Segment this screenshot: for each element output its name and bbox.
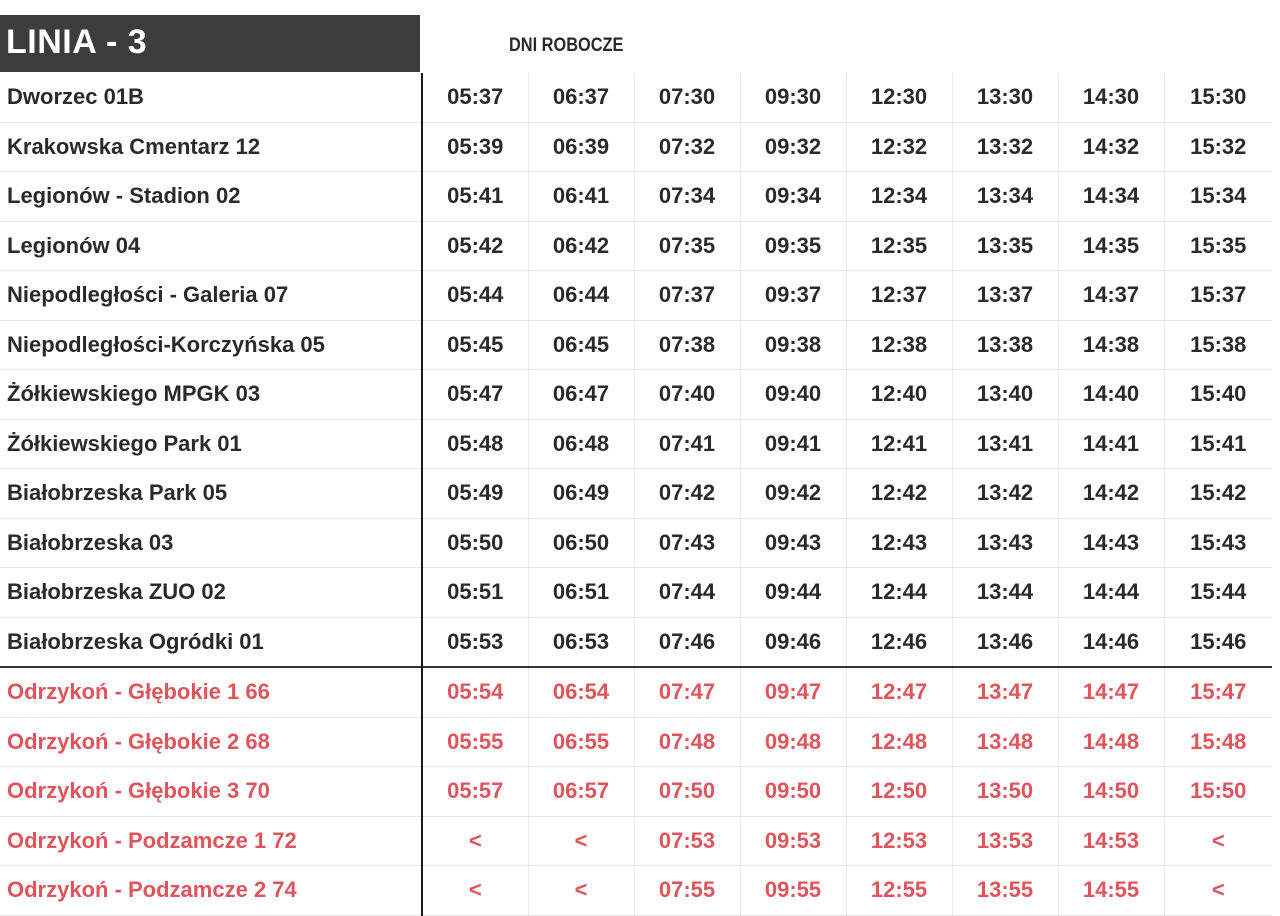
- departure-time: <: [422, 866, 528, 916]
- departure-time: 14:40: [1058, 370, 1164, 420]
- departure-time: 06:53: [528, 617, 634, 667]
- departure-time: 12:30: [846, 73, 952, 122]
- departure-time: 09:53: [740, 816, 846, 866]
- stop-name: Odrzykoń - Podzamcze 2 74: [0, 866, 422, 916]
- timetable-row: [0, 221, 1272, 271]
- departure-time: 15:38: [1164, 320, 1272, 370]
- timetable-body: [0, 73, 1272, 915]
- departure-time: 15:44: [1164, 568, 1272, 618]
- departure-time: 05:57: [422, 767, 528, 817]
- departure-time: 12:42: [846, 469, 952, 519]
- departure-time: 06:50: [528, 518, 634, 568]
- departure-time: 09:38: [740, 320, 846, 370]
- stop-name: Żółkiewskiego Park 01: [0, 419, 422, 469]
- departure-time: 15:47: [1164, 667, 1272, 717]
- departure-time: 07:32: [634, 122, 740, 172]
- departure-time: 07:34: [634, 172, 740, 222]
- departure-time: 05:39: [422, 122, 528, 172]
- departure-time: 09:55: [740, 866, 846, 916]
- timetable-row: [0, 370, 1272, 420]
- departure-time: 14:38: [1058, 320, 1164, 370]
- departure-time: 12:35: [846, 221, 952, 271]
- departure-time: 13:32: [952, 122, 1058, 172]
- line-title-box: [0, 15, 420, 72]
- departure-time: 09:50: [740, 767, 846, 817]
- departure-time: 05:48: [422, 419, 528, 469]
- stop-name: Krakowska Cmentarz 12: [0, 122, 422, 172]
- timetable: [0, 73, 1272, 916]
- stop-name: Dworzec 01B: [0, 73, 422, 122]
- departure-time: 14:50: [1058, 767, 1164, 817]
- departure-time: <: [1164, 816, 1272, 866]
- departure-time: 12:40: [846, 370, 952, 420]
- departure-time: 13:40: [952, 370, 1058, 420]
- departure-time: 15:30: [1164, 73, 1272, 122]
- departure-time: 12:46: [846, 617, 952, 667]
- departure-time: 09:44: [740, 568, 846, 618]
- departure-time: 14:41: [1058, 419, 1164, 469]
- departure-time: 12:34: [846, 172, 952, 222]
- departure-time: 05:54: [422, 667, 528, 717]
- departure-time: 07:37: [634, 271, 740, 321]
- departure-time: 09:47: [740, 667, 846, 717]
- departure-time: 07:46: [634, 617, 740, 667]
- departure-time: 07:35: [634, 221, 740, 271]
- timetable-row: [0, 866, 1272, 916]
- timetable-row: [0, 767, 1272, 817]
- departure-time: 13:37: [952, 271, 1058, 321]
- departure-time: <: [422, 816, 528, 866]
- departure-time: 09:32: [740, 122, 846, 172]
- departure-time: 05:41: [422, 172, 528, 222]
- departure-time: 05:55: [422, 717, 528, 767]
- departure-time: 15:37: [1164, 271, 1272, 321]
- departure-time: 15:40: [1164, 370, 1272, 420]
- departure-time: 05:45: [422, 320, 528, 370]
- departure-time: 12:41: [846, 419, 952, 469]
- departure-time: 07:42: [634, 469, 740, 519]
- departure-time: 14:42: [1058, 469, 1164, 519]
- departure-time: 14:37: [1058, 271, 1164, 321]
- departure-time: 07:41: [634, 419, 740, 469]
- stop-name: Odrzykoń - Głębokie 2 68: [0, 717, 422, 767]
- departure-time: 09:48: [740, 717, 846, 767]
- departure-time: 06:55: [528, 717, 634, 767]
- stop-name: Żółkiewskiego MPGK 03: [0, 370, 422, 420]
- departure-time: 13:47: [952, 667, 1058, 717]
- departure-time: 15:48: [1164, 717, 1272, 767]
- departure-time: 12:50: [846, 767, 952, 817]
- stop-name: Odrzykoń - Podzamcze 1 72: [0, 816, 422, 866]
- departure-time: 15:46: [1164, 617, 1272, 667]
- departure-time: 14:35: [1058, 221, 1164, 271]
- stop-name: Białobrzeska Ogródki 01: [0, 617, 422, 667]
- departure-time: 13:53: [952, 816, 1058, 866]
- departure-time: 14:43: [1058, 518, 1164, 568]
- departure-time: 12:37: [846, 271, 952, 321]
- departure-time: 09:41: [740, 419, 846, 469]
- departure-time: 09:30: [740, 73, 846, 122]
- stop-name: Białobrzeska Park 05: [0, 469, 422, 519]
- departure-time: 09:42: [740, 469, 846, 519]
- line-title: LINIA - 3: [6, 23, 148, 61]
- stop-name: Odrzykoń - Głębokie 3 70: [0, 767, 422, 817]
- departure-time: 12:55: [846, 866, 952, 916]
- stop-name: Niepodległości-Korczyńska 05: [0, 320, 422, 370]
- timetable-row: [0, 717, 1272, 767]
- stop-name: Białobrzeska 03: [0, 518, 422, 568]
- timetable-row: [0, 469, 1272, 519]
- departure-time: 13:38: [952, 320, 1058, 370]
- departure-time: 13:30: [952, 73, 1058, 122]
- departure-time: 13:43: [952, 518, 1058, 568]
- stop-name: Białobrzeska ZUO 02: [0, 568, 422, 618]
- departure-time: 12:43: [846, 518, 952, 568]
- timetable-row: [0, 518, 1272, 568]
- departure-time: 06:48: [528, 419, 634, 469]
- departure-time: 06:41: [528, 172, 634, 222]
- departure-time: 06:49: [528, 469, 634, 519]
- departure-time: 09:40: [740, 370, 846, 420]
- timetable-row: [0, 172, 1272, 222]
- departure-time: 06:42: [528, 221, 634, 271]
- departure-time: 07:43: [634, 518, 740, 568]
- timetable-row: [0, 667, 1272, 717]
- departure-time: 13:42: [952, 469, 1058, 519]
- departure-time: 06:54: [528, 667, 634, 717]
- departure-time: 05:47: [422, 370, 528, 420]
- departure-time: 14:47: [1058, 667, 1164, 717]
- departure-time: 15:34: [1164, 172, 1272, 222]
- departure-time: 15:41: [1164, 419, 1272, 469]
- departure-time: 09:35: [740, 221, 846, 271]
- departure-time: 07:38: [634, 320, 740, 370]
- timetable-row: [0, 568, 1272, 618]
- departure-time: 05:51: [422, 568, 528, 618]
- departure-time: 12:48: [846, 717, 952, 767]
- stop-name: Legionów - Stadion 02: [0, 172, 422, 222]
- timetable-row: [0, 320, 1272, 370]
- departure-time: 07:50: [634, 767, 740, 817]
- departure-time: 09:46: [740, 617, 846, 667]
- departure-time: 15:32: [1164, 122, 1272, 172]
- departure-time: 07:48: [634, 717, 740, 767]
- departure-time: 06:51: [528, 568, 634, 618]
- timetable-row: [0, 271, 1272, 321]
- departure-time: 13:41: [952, 419, 1058, 469]
- stop-name: Legionów 04: [0, 221, 422, 271]
- departure-time: 06:39: [528, 122, 634, 172]
- departure-time: 13:55: [952, 866, 1058, 916]
- departure-time: 05:53: [422, 617, 528, 667]
- departure-time: 05:49: [422, 469, 528, 519]
- departure-time: 12:32: [846, 122, 952, 172]
- departure-time: 14:30: [1058, 73, 1164, 122]
- stop-name: Niepodległości - Galeria 07: [0, 271, 422, 321]
- timetable-row: [0, 73, 1272, 122]
- departure-time: 05:37: [422, 73, 528, 122]
- departure-time: 07:53: [634, 816, 740, 866]
- departure-time: 15:50: [1164, 767, 1272, 817]
- departure-time: 06:45: [528, 320, 634, 370]
- departure-time: 05:44: [422, 271, 528, 321]
- day-type-label: DNI ROBOCZE: [509, 35, 624, 56]
- departure-time: <: [528, 816, 634, 866]
- departure-time: 09:37: [740, 271, 846, 321]
- departure-time: 13:34: [952, 172, 1058, 222]
- departure-time: 05:50: [422, 518, 528, 568]
- timetable-row: [0, 419, 1272, 469]
- departure-time: 12:44: [846, 568, 952, 618]
- departure-time: 14:44: [1058, 568, 1164, 618]
- departure-time: 13:48: [952, 717, 1058, 767]
- departure-time: 14:53: [1058, 816, 1164, 866]
- stop-name: Odrzykoń - Głębokie 1 66: [0, 667, 422, 717]
- departure-time: 09:43: [740, 518, 846, 568]
- departure-time: 13:50: [952, 767, 1058, 817]
- departure-time: 15:43: [1164, 518, 1272, 568]
- departure-time: 09:34: [740, 172, 846, 222]
- departure-time: 13:35: [952, 221, 1058, 271]
- departure-time: 14:55: [1058, 866, 1164, 916]
- departure-time: 12:53: [846, 816, 952, 866]
- departure-time: 12:47: [846, 667, 952, 717]
- departure-time: 14:48: [1058, 717, 1164, 767]
- timetable-row: [0, 816, 1272, 866]
- departure-time: 07:55: [634, 866, 740, 916]
- departure-time: 15:35: [1164, 221, 1272, 271]
- departure-time: 13:44: [952, 568, 1058, 618]
- departure-time: 07:40: [634, 370, 740, 420]
- departure-time: 06:44: [528, 271, 634, 321]
- departure-time: 06:37: [528, 73, 634, 122]
- departure-time: <: [1164, 866, 1272, 916]
- departure-time: 07:44: [634, 568, 740, 618]
- departure-time: 14:46: [1058, 617, 1164, 667]
- departure-time: 07:47: [634, 667, 740, 717]
- departure-time: 13:46: [952, 617, 1058, 667]
- timetable-row: [0, 122, 1272, 172]
- departure-time: <: [528, 866, 634, 916]
- departure-time: 12:38: [846, 320, 952, 370]
- departure-time: 14:32: [1058, 122, 1164, 172]
- departure-time: 15:42: [1164, 469, 1272, 519]
- departure-time: 06:47: [528, 370, 634, 420]
- timetable-row: [0, 617, 1272, 667]
- departure-time: 06:57: [528, 767, 634, 817]
- departure-time: 05:42: [422, 221, 528, 271]
- departure-time: 14:34: [1058, 172, 1164, 222]
- departure-time: 07:30: [634, 73, 740, 122]
